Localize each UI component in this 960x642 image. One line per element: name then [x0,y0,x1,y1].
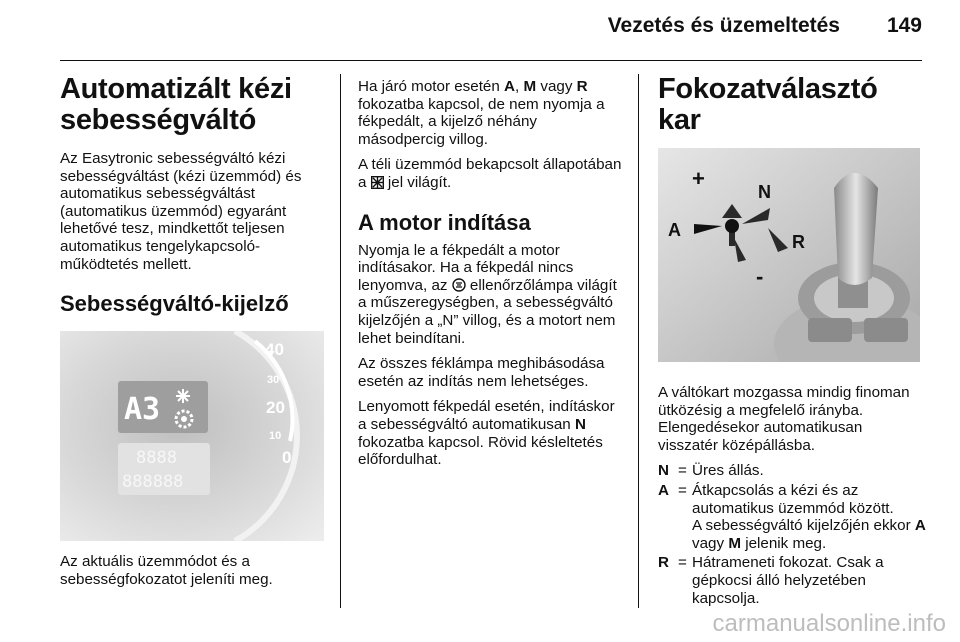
column-divider-1 [340,74,341,608]
header-title: Vezetés és üzemeltetés [607,14,840,37]
scale-label-40: 40 [265,340,284,360]
lever-intro: A váltókart mozgassa mindig finoman ütközésig a megfelelő irányba. Elengedésekor automatikusan visszatér középállásba. [658,384,910,454]
brake-pedal-icon [452,278,466,292]
section-heading: Automatizált kézi sebességváltó [60,73,292,136]
engine-start-heading: A motor indítása [358,209,531,235]
column-1 [60,74,324,596]
transmission-display-figure [60,331,324,541]
header-rule [60,60,922,61]
column-2 [358,78,624,477]
definition-r: R = Hátrameneti fokozat. Csak a gépkocsi álló helyzetében kapcsolja. [658,554,884,607]
brake-lamp-paragraph: Az összes féklámpa meghibásodása esetén az indítás nem lehetséges. [358,355,605,390]
scale-label-0: 0 [282,448,292,468]
scale-label-20: 20 [266,398,285,418]
minus-label: - [756,264,764,289]
intro-paragraph: Az Easytronic sebességváltó kézi sebességváltást (kézi üzemmód) és automatikus sebességváltást (automatikus üzemmód) egyaránt lehetővé tesz, mindkettőt teljesen automatikus tengelykapcsoló-működtetés mellett. [60,150,302,273]
flash-paragraph: Ha járó motor esetén A, M vagy R fokozatba kapcsol, de nem nyomja a fékpedált, a kijelző néhány másodpercig villog. [358,78,605,148]
column-3 [658,74,926,609]
watermark: carmanualsonline.info [712,610,946,637]
column-divider-2 [638,74,639,608]
aux-display [118,443,210,495]
selector-lever-figure [658,148,920,362]
winter-mode-paragraph: A téli üzemmód bekapcsolt állapotában a jel világít. [358,156,622,191]
aux-digits-1: 8888 [136,448,177,469]
r-label: R [792,232,805,252]
definition-a: A = Átkapcsolás a kézi és az automatikus üzemmód között. A sebességváltó kijelzőjén ekkor A vagy M jelenik meg. [658,481,926,552]
aux-digits-2: 888888 [122,472,184,493]
gear-knob [834,173,878,285]
position-definitions [658,462,926,607]
subsection-heading: Sebességváltó-kijelző [60,291,289,317]
auto-neutral-paragraph: Lenyomott fékpedál esetén, indításkor a sebességváltó automatikusan N fokozatba kapcsol. Rövid késleltetés előfordulhat. [358,398,615,469]
page-number: 149 [886,14,922,37]
plus-label: + [692,166,705,191]
figure-caption: Az aktuális üzemmódot és a sebességfokozatot jeleníti meg. [60,553,273,588]
display-gear-text: A3 [124,392,161,428]
a-label: A [668,220,681,240]
definition-n: N = Üres állás. [658,462,764,480]
selector-lever-heading: Fokozatválasztó kar [658,73,878,136]
n-label: N [758,182,771,202]
brake-paragraph: Nyomja le a fékpedált a motor indításakor. Ha a fékpedál nincs lenyomva, az ellenőrzőlámpa világít a műszeregységben, a sebességváltó kijelzőjén a „N” villog, és a motort nem lehet beindítani. [358,241,617,347]
snowflake-icon [371,176,384,189]
scale-label-30: 30 [267,374,280,387]
snowflake-icon [176,389,190,403]
scale-label-10: 10 [269,430,282,443]
